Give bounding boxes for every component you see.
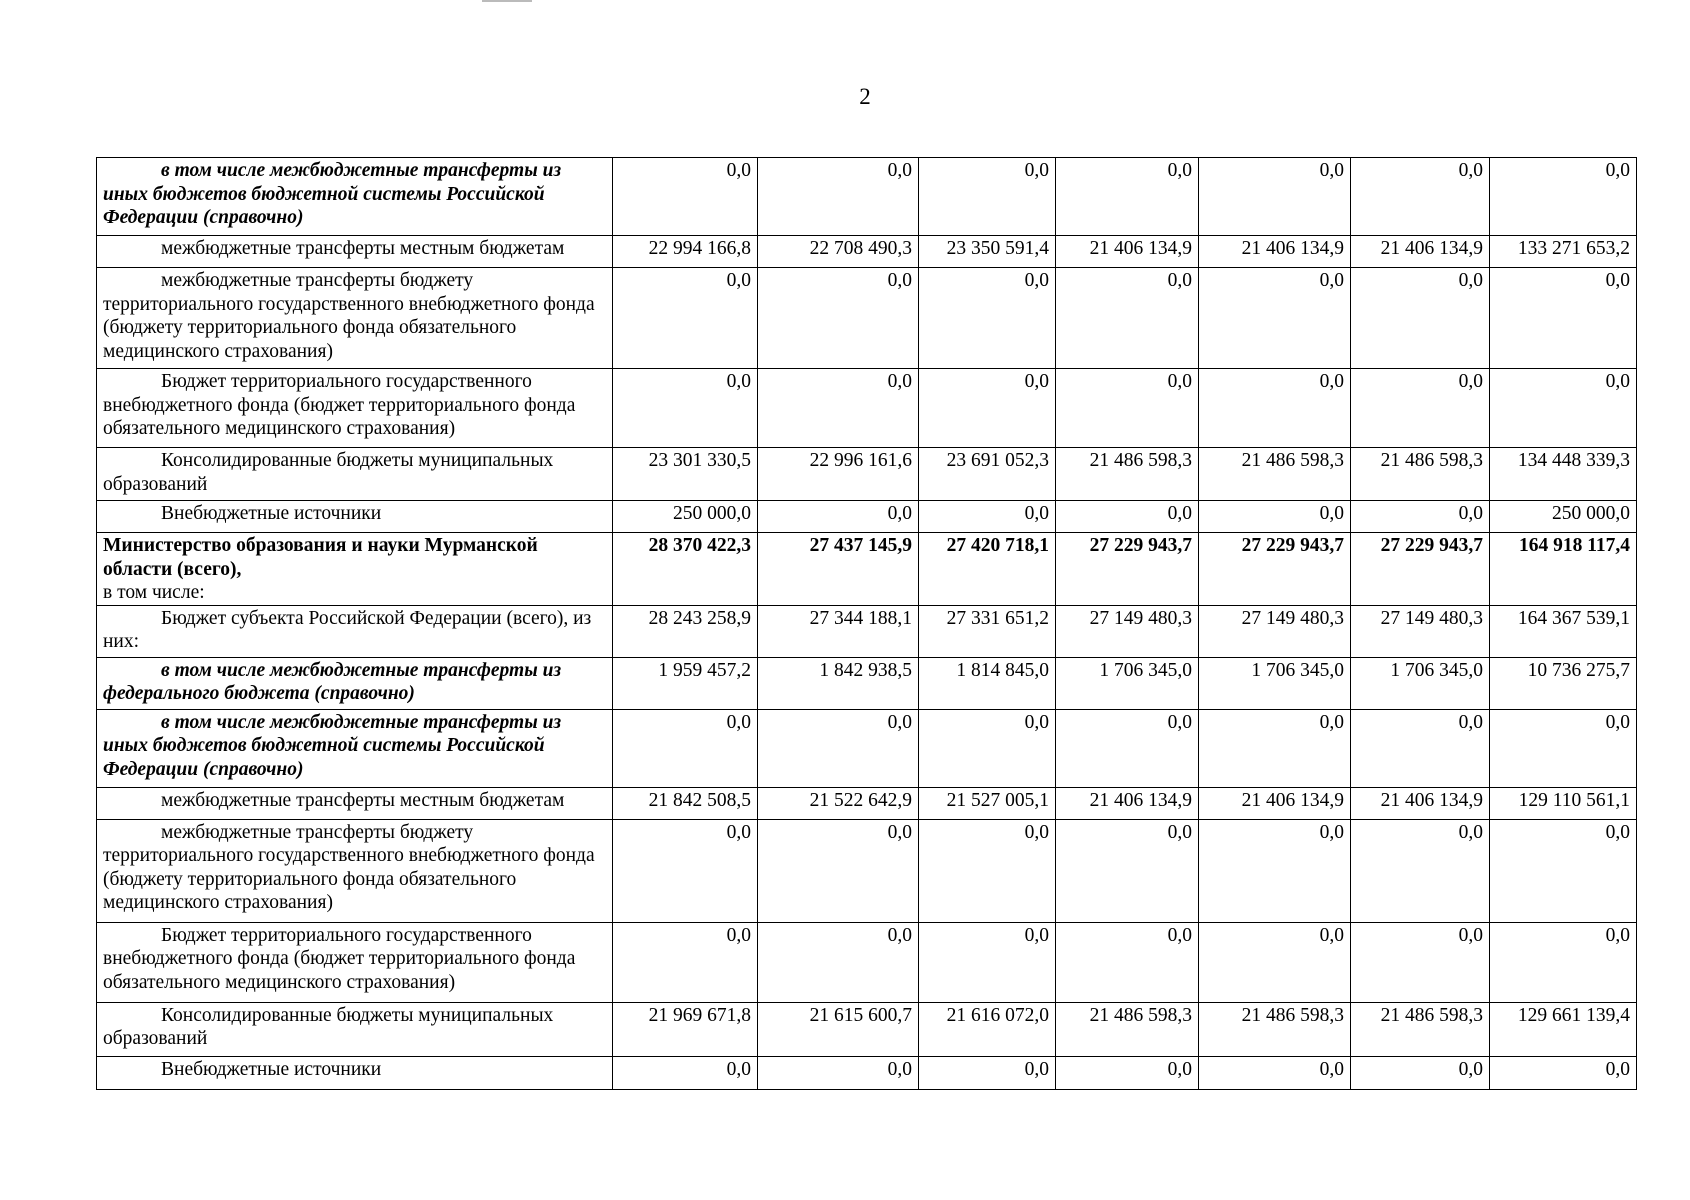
- cell-value: 28 370 422,3: [613, 533, 758, 606]
- cell-value: 21 406 134,9: [1056, 236, 1199, 268]
- cell-value: 0,0: [1056, 819, 1199, 922]
- cell-value: 0,0: [613, 922, 758, 1002]
- table-row: [97, 1002, 1637, 1056]
- cell-value: 0,0: [758, 158, 919, 236]
- cell-value: 1 959 457,2: [613, 657, 758, 709]
- table-row: [97, 657, 1637, 709]
- row-label: Внебюджетные источники: [97, 501, 613, 533]
- row-label: межбюджетные трансферты бюджету территориального государственного внебюджетного фонда (бюджету территориального фонда обязательного медицинского страхования): [97, 268, 613, 369]
- cell-value: 0,0: [919, 819, 1056, 922]
- cell-value: 21 406 134,9: [1199, 787, 1351, 819]
- cell-value: 164 918 117,4: [1490, 533, 1637, 606]
- cell-value: 1 814 845,0: [919, 657, 1056, 709]
- cell-value: 0,0: [1490, 1056, 1637, 1089]
- table-row: [97, 533, 1637, 606]
- table-row: [97, 787, 1637, 819]
- scan-mark: [482, 0, 532, 2]
- cell-value: 0,0: [1490, 709, 1637, 787]
- table-row: [97, 1056, 1637, 1089]
- cell-value: 0,0: [919, 501, 1056, 533]
- cell-value: 21 486 598,3: [1199, 1002, 1351, 1056]
- cell-value: 0,0: [1351, 922, 1490, 1002]
- cell-value: 21 486 598,3: [1351, 1002, 1490, 1056]
- table-row: [97, 922, 1637, 1002]
- cell-value: 21 616 072,0: [919, 1002, 1056, 1056]
- cell-value: 21 527 005,1: [919, 787, 1056, 819]
- cell-value: 164 367 539,1: [1490, 605, 1637, 657]
- cell-value: 1 706 345,0: [1056, 657, 1199, 709]
- cell-value: 0,0: [1351, 268, 1490, 369]
- row-label: Внебюджетные источники: [97, 1056, 613, 1089]
- cell-value: 23 350 591,4: [919, 236, 1056, 268]
- cell-value: 27 229 943,7: [1351, 533, 1490, 606]
- cell-value: 0,0: [758, 501, 919, 533]
- cell-value: 27 149 480,3: [1056, 605, 1199, 657]
- cell-value: 0,0: [919, 369, 1056, 448]
- cell-value: 0,0: [1056, 709, 1199, 787]
- cell-value: 250 000,0: [1490, 501, 1637, 533]
- cell-value: 27 149 480,3: [1351, 605, 1490, 657]
- cell-value: 27 437 145,9: [758, 533, 919, 606]
- cell-value: 0,0: [613, 709, 758, 787]
- cell-value: 0,0: [1199, 709, 1351, 787]
- table-row: [97, 369, 1637, 448]
- table-row: [97, 605, 1637, 657]
- cell-value: 0,0: [1351, 709, 1490, 787]
- table-row: [97, 709, 1637, 787]
- cell-value: 0,0: [1199, 501, 1351, 533]
- cell-value: 0,0: [919, 268, 1056, 369]
- row-label: в том числе межбюджетные трансферты из иных бюджетов бюджетной системы Российской Федерации (справочно): [97, 158, 613, 236]
- table-row: [97, 268, 1637, 369]
- cell-value: 21 486 598,3: [1056, 448, 1199, 501]
- row-label: в том числе межбюджетные трансферты из иных бюджетов бюджетной системы Российской Федерации (справочно): [97, 709, 613, 787]
- cell-value: 21 486 598,3: [1056, 1002, 1199, 1056]
- cell-value: 0,0: [613, 369, 758, 448]
- table-row: [97, 448, 1637, 501]
- cell-value: 28 243 258,9: [613, 605, 758, 657]
- row-label: Консолидированные бюджеты муниципальных образований: [97, 448, 613, 501]
- cell-value: 21 842 508,5: [613, 787, 758, 819]
- cell-value: 0,0: [1490, 369, 1637, 448]
- cell-value: 1 842 938,5: [758, 657, 919, 709]
- cell-value: 0,0: [1056, 1056, 1199, 1089]
- cell-value: 129 110 561,1: [1490, 787, 1637, 819]
- cell-value: 22 994 166,8: [613, 236, 758, 268]
- cell-value: 133 271 653,2: [1490, 236, 1637, 268]
- row-label: Министерство образования и науки Мурманской области (всего), в том числе:: [97, 533, 613, 606]
- cell-value: 21 486 598,3: [1351, 448, 1490, 501]
- cell-value: 0,0: [1199, 922, 1351, 1002]
- row-label: межбюджетные трансферты местным бюджетам: [97, 236, 613, 268]
- cell-value: 0,0: [1351, 1056, 1490, 1089]
- cell-value: 0,0: [1056, 922, 1199, 1002]
- cell-value: 0,0: [1199, 158, 1351, 236]
- cell-value: 0,0: [1056, 268, 1199, 369]
- cell-value: 21 406 134,9: [1351, 787, 1490, 819]
- cell-value: 27 229 943,7: [1199, 533, 1351, 606]
- table-row: [97, 819, 1637, 922]
- cell-value: 21 969 671,8: [613, 1002, 758, 1056]
- cell-value: 0,0: [613, 158, 758, 236]
- row-label: Консолидированные бюджеты муниципальных образований: [97, 1002, 613, 1056]
- table-row: [97, 158, 1637, 236]
- cell-value: 0,0: [1490, 819, 1637, 922]
- cell-value: 27 344 188,1: [758, 605, 919, 657]
- row-label: в том числе межбюджетные трансферты из федерального бюджета (справочно): [97, 657, 613, 709]
- cell-value: 0,0: [1490, 268, 1637, 369]
- cell-value: 0,0: [919, 709, 1056, 787]
- cell-value: 0,0: [758, 709, 919, 787]
- table-row: [97, 501, 1637, 533]
- cell-value: 21 615 600,7: [758, 1002, 919, 1056]
- cell-value: 0,0: [1490, 158, 1637, 236]
- cell-value: 22 708 490,3: [758, 236, 919, 268]
- cell-value: 0,0: [758, 922, 919, 1002]
- cell-value: 0,0: [758, 1056, 919, 1089]
- row-label: Бюджет территориального государственного внебюджетного фонда (бюджет территориального фонда обязательного медицинского страхования): [97, 922, 613, 1002]
- cell-value: 0,0: [1490, 922, 1637, 1002]
- cell-value: 0,0: [919, 1056, 1056, 1089]
- cell-value: 0,0: [919, 922, 1056, 1002]
- cell-value: 22 996 161,6: [758, 448, 919, 501]
- cell-value: 0,0: [1199, 819, 1351, 922]
- cell-value: 0,0: [758, 369, 919, 448]
- cell-value: 21 406 134,9: [1351, 236, 1490, 268]
- cell-value: 23 301 330,5: [613, 448, 758, 501]
- row-sublabel: в том числе:: [103, 582, 205, 603]
- cell-value: 23 691 052,3: [919, 448, 1056, 501]
- page-number: 2: [859, 84, 871, 109]
- cell-value: 0,0: [1351, 819, 1490, 922]
- cell-value: 27 149 480,3: [1199, 605, 1351, 657]
- budget-table: [96, 157, 1637, 1090]
- cell-value: 0,0: [1199, 1056, 1351, 1089]
- cell-value: 0,0: [613, 268, 758, 369]
- cell-value: 10 736 275,7: [1490, 657, 1637, 709]
- cell-value: 1 706 345,0: [1199, 657, 1351, 709]
- row-label: межбюджетные трансферты местным бюджетам: [97, 787, 613, 819]
- cell-value: 250 000,0: [613, 501, 758, 533]
- cell-value: 27 331 651,2: [919, 605, 1056, 657]
- row-label: межбюджетные трансферты бюджету территориального государственного внебюджетного фонда (бюджету территориального фонда обязательного медицинского страхования): [97, 819, 613, 922]
- row-label: Бюджет территориального государственного внебюджетного фонда (бюджет территориального фонда обязательного медицинского страхования): [97, 369, 613, 448]
- cell-value: 1 706 345,0: [1351, 657, 1490, 709]
- cell-value: 0,0: [758, 268, 919, 369]
- cell-value: 0,0: [1351, 501, 1490, 533]
- cell-value: 21 486 598,3: [1199, 448, 1351, 501]
- cell-value: 0,0: [613, 1056, 758, 1089]
- cell-value: 0,0: [919, 158, 1056, 236]
- cell-value: 0,0: [1351, 369, 1490, 448]
- cell-value: 0,0: [1056, 158, 1199, 236]
- cell-value: 21 406 134,9: [1199, 236, 1351, 268]
- cell-value: 0,0: [613, 819, 758, 922]
- row-label: Бюджет субъекта Российской Федерации (всего), из них:: [97, 605, 613, 657]
- cell-value: 27 229 943,7: [1056, 533, 1199, 606]
- cell-value: 0,0: [1351, 158, 1490, 236]
- table-row: [97, 236, 1637, 268]
- cell-value: 129 661 139,4: [1490, 1002, 1637, 1056]
- cell-value: 21 406 134,9: [1056, 787, 1199, 819]
- cell-value: 0,0: [1199, 268, 1351, 369]
- cell-value: 0,0: [758, 819, 919, 922]
- cell-value: 0,0: [1056, 501, 1199, 533]
- cell-value: 0,0: [1199, 369, 1351, 448]
- cell-value: 134 448 339,3: [1490, 448, 1637, 501]
- cell-value: 21 522 642,9: [758, 787, 919, 819]
- cell-value: 27 420 718,1: [919, 533, 1056, 606]
- cell-value: 0,0: [1056, 369, 1199, 448]
